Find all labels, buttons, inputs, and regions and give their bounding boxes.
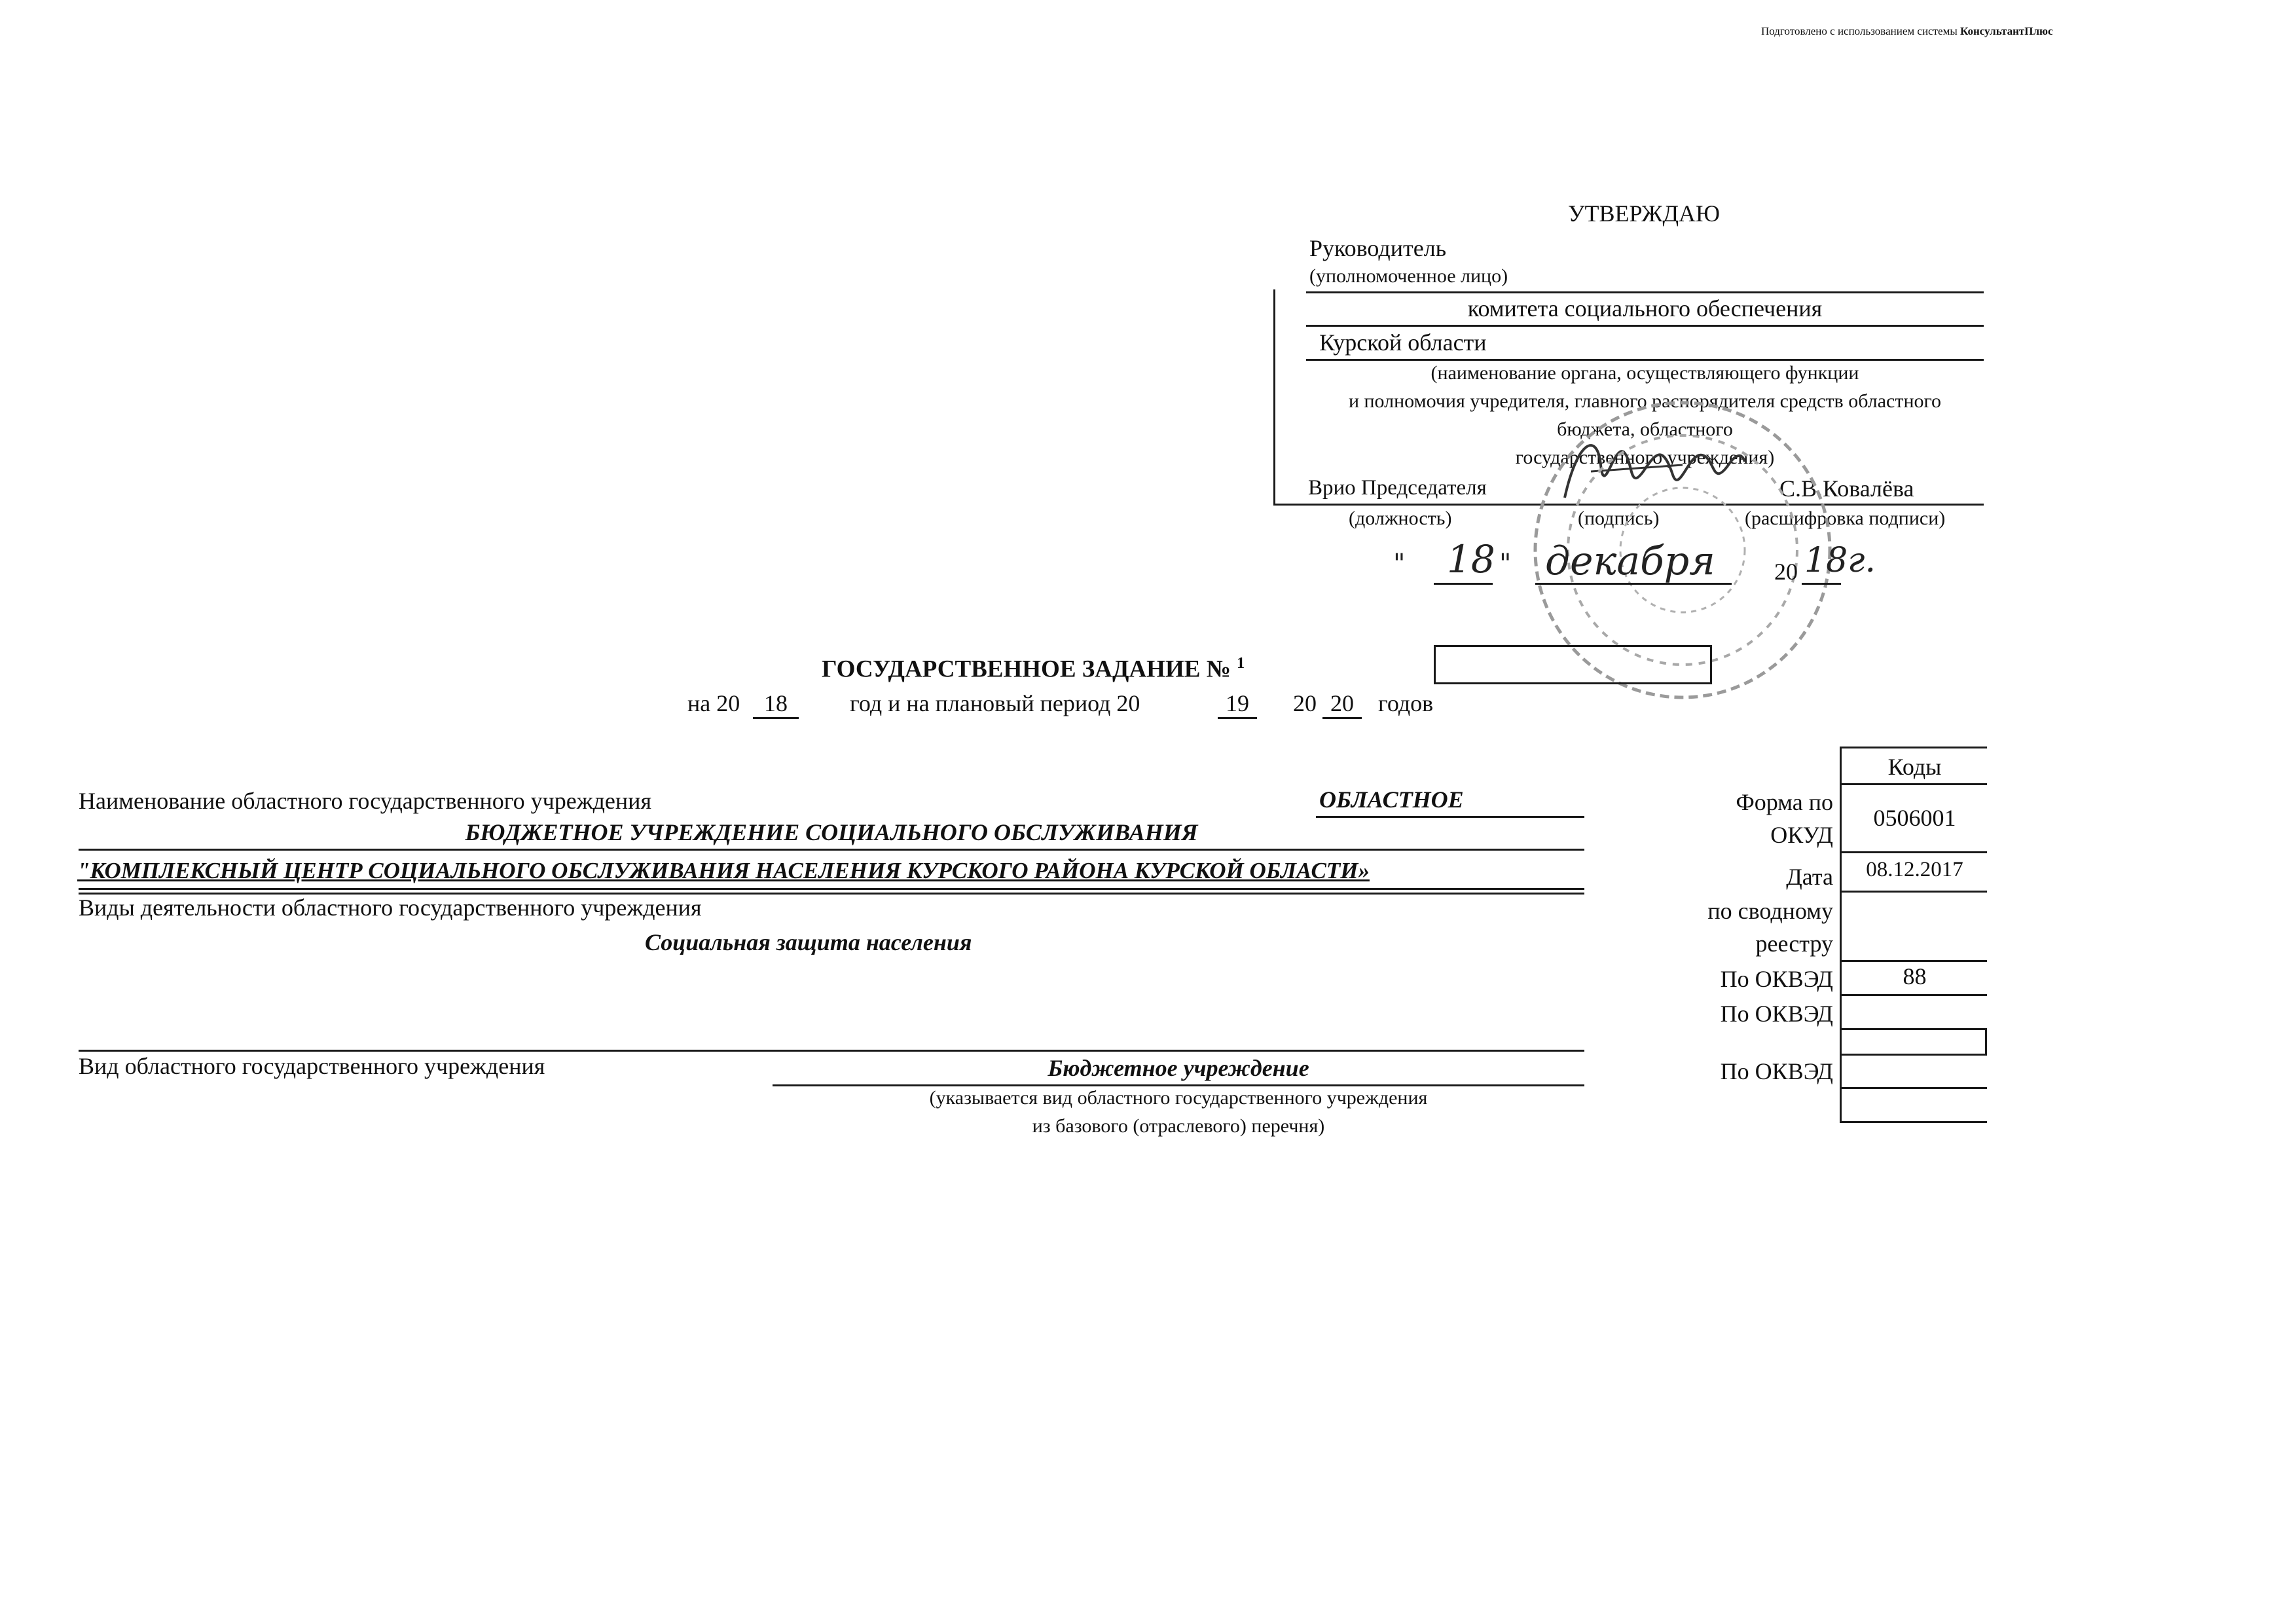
okud-value: 0506001 <box>1873 805 1956 831</box>
approval-org-line2-underline <box>1306 359 1984 361</box>
okved1-bottom <box>1840 994 1987 996</box>
approval-date-day: 18 <box>1447 537 1495 581</box>
approval-signature-caption: (подпись) <box>1578 507 1660 529</box>
approval-date-month-underline <box>1535 583 1732 585</box>
okved2-label: По ОКВЭД <box>1720 1001 1833 1027</box>
registry-label-2: реестру <box>1755 931 1833 957</box>
approval-date-month: декабря <box>1545 538 1715 584</box>
okud-label-2: ОКУД <box>1770 822 1833 848</box>
approval-date-close-quote: " <box>1499 549 1512 579</box>
approval-date-day-underline <box>1434 583 1493 585</box>
approval-date-year-suffix: 18г. <box>1804 541 1876 580</box>
approval-head-note: (уполномоченное лицо) <box>1309 265 1508 287</box>
institution-name-part1: ОБЛАСТНОЕ <box>1319 786 1464 813</box>
registry-label-1: по сводному <box>1707 898 1833 924</box>
task-footnote: 1 <box>1237 655 1245 672</box>
okved3-mid <box>1840 1087 1987 1089</box>
type-label: Вид областного государственного учреждения <box>79 1053 545 1079</box>
institution-name-part2-underline <box>79 849 1584 851</box>
type-underline <box>773 1084 1584 1086</box>
institution-name-part2: БЮДЖЕТНОЕ УЧРЕЖДЕНИЕ СОЦИАЛЬНОГО ОБСЛУЖИВАНИЯ <box>465 819 1198 845</box>
task-title <box>822 655 1245 683</box>
approval-head-underline <box>1306 291 1984 293</box>
institution-name-label: Наименование областного государственного учреждения <box>79 788 652 814</box>
approval-date-open-quote: " <box>1393 549 1406 579</box>
type-note-2: из базового (отраслевого) перечня) <box>1032 1115 1325 1137</box>
approval-org-note-1: (наименование органа, осуществляющего функции <box>1430 362 1859 384</box>
okud-label-1: Форма по <box>1736 789 1833 815</box>
date-bottom <box>1840 891 1987 893</box>
task-period-prefix: на 20 <box>687 690 740 716</box>
codes-frame-left <box>1840 747 1842 1123</box>
date-value: 08.12.2017 <box>1866 858 1963 881</box>
approval-date-year-underline <box>1802 583 1841 585</box>
consultant-note-prefix: Подготовлено с использованием системы <box>1761 25 1960 37</box>
okved2-box <box>1840 1028 1987 1056</box>
okved1-value: 88 <box>1903 963 1927 989</box>
approval-frame-left <box>1273 289 1275 506</box>
activity-underline <box>79 1050 1584 1052</box>
task-title-text: ГОСУДАРСТВЕННОЕ ЗАДАНИЕ № <box>822 655 1231 683</box>
approval-org-note-2: и полномочия учредителя, главного распорядителя средств областного <box>1348 390 1942 412</box>
date-label: Дата <box>1786 864 1833 890</box>
approval-signer-caption: (расшифровка подписи) <box>1745 507 1946 529</box>
approval-signer: С.В.Ковалёва <box>1779 475 1914 502</box>
codes-top <box>1840 747 1987 748</box>
registry-bottom <box>1840 960 1987 962</box>
institution-name-part1-underline <box>1316 816 1584 818</box>
okved3-bottom <box>1840 1121 1987 1123</box>
approval-date-year-prefix: 20 <box>1774 559 1798 585</box>
approval-position-caption: (должность) <box>1349 507 1452 529</box>
activity-value: Социальная защита населения <box>645 929 972 955</box>
okud-bottom <box>1840 851 1987 853</box>
approval-org-line1: комитета социального обеспечения <box>1467 295 1823 322</box>
approval-org-note-4: государственного учреждения) <box>1515 447 1775 468</box>
task-period-suffix: годов <box>1378 690 1434 716</box>
approval-head-label: Руководитель <box>1309 235 1447 261</box>
approval-org-note-3: бюджета, областного <box>1557 418 1733 440</box>
task-number-box <box>1434 645 1712 684</box>
task-year-main: 18 <box>753 690 799 719</box>
approval-org-line2: Курской области <box>1319 329 1487 356</box>
approval-position: Врио Председателя <box>1308 476 1487 500</box>
task-year-plan2-prefix: 20 <box>1293 690 1317 716</box>
type-note-1: (указывается вид областного государственного учреждения <box>929 1087 1428 1109</box>
codes-header-bottom <box>1840 783 1987 785</box>
task-year-plan1: 19 <box>1218 690 1257 719</box>
institution-name-part3: "КОМПЛЕКСНЫЙ ЦЕНТР СОЦИАЛЬНОГО ОБСЛУЖИВАНИЯ НАСЕЛЕНИЯ КУРСКОГО РАЙОНА КУРСКОЙ ОБЛАСТИ» <box>77 858 1370 883</box>
okved3-label: По ОКВЭД <box>1720 1058 1833 1084</box>
institution-name-part3-underline <box>79 888 1584 890</box>
task-period-middle: год и на плановый период 20 <box>850 690 1140 716</box>
consultant-brand: КонсультантПлюс <box>1960 25 2053 37</box>
approval-org-line1-underline <box>1306 325 1984 327</box>
approval-title: УТВЕРЖДАЮ <box>1568 200 1721 227</box>
consultant-note <box>1761 25 2053 38</box>
activity-label: Виды деятельности областного государственного учреждения <box>79 895 702 921</box>
task-year-plan2: 20 <box>1322 690 1362 719</box>
okved1-label: По ОКВЭД <box>1720 966 1833 992</box>
type-value: Бюджетное учреждение <box>1048 1055 1309 1081</box>
codes-header: Коды <box>1887 754 1942 780</box>
